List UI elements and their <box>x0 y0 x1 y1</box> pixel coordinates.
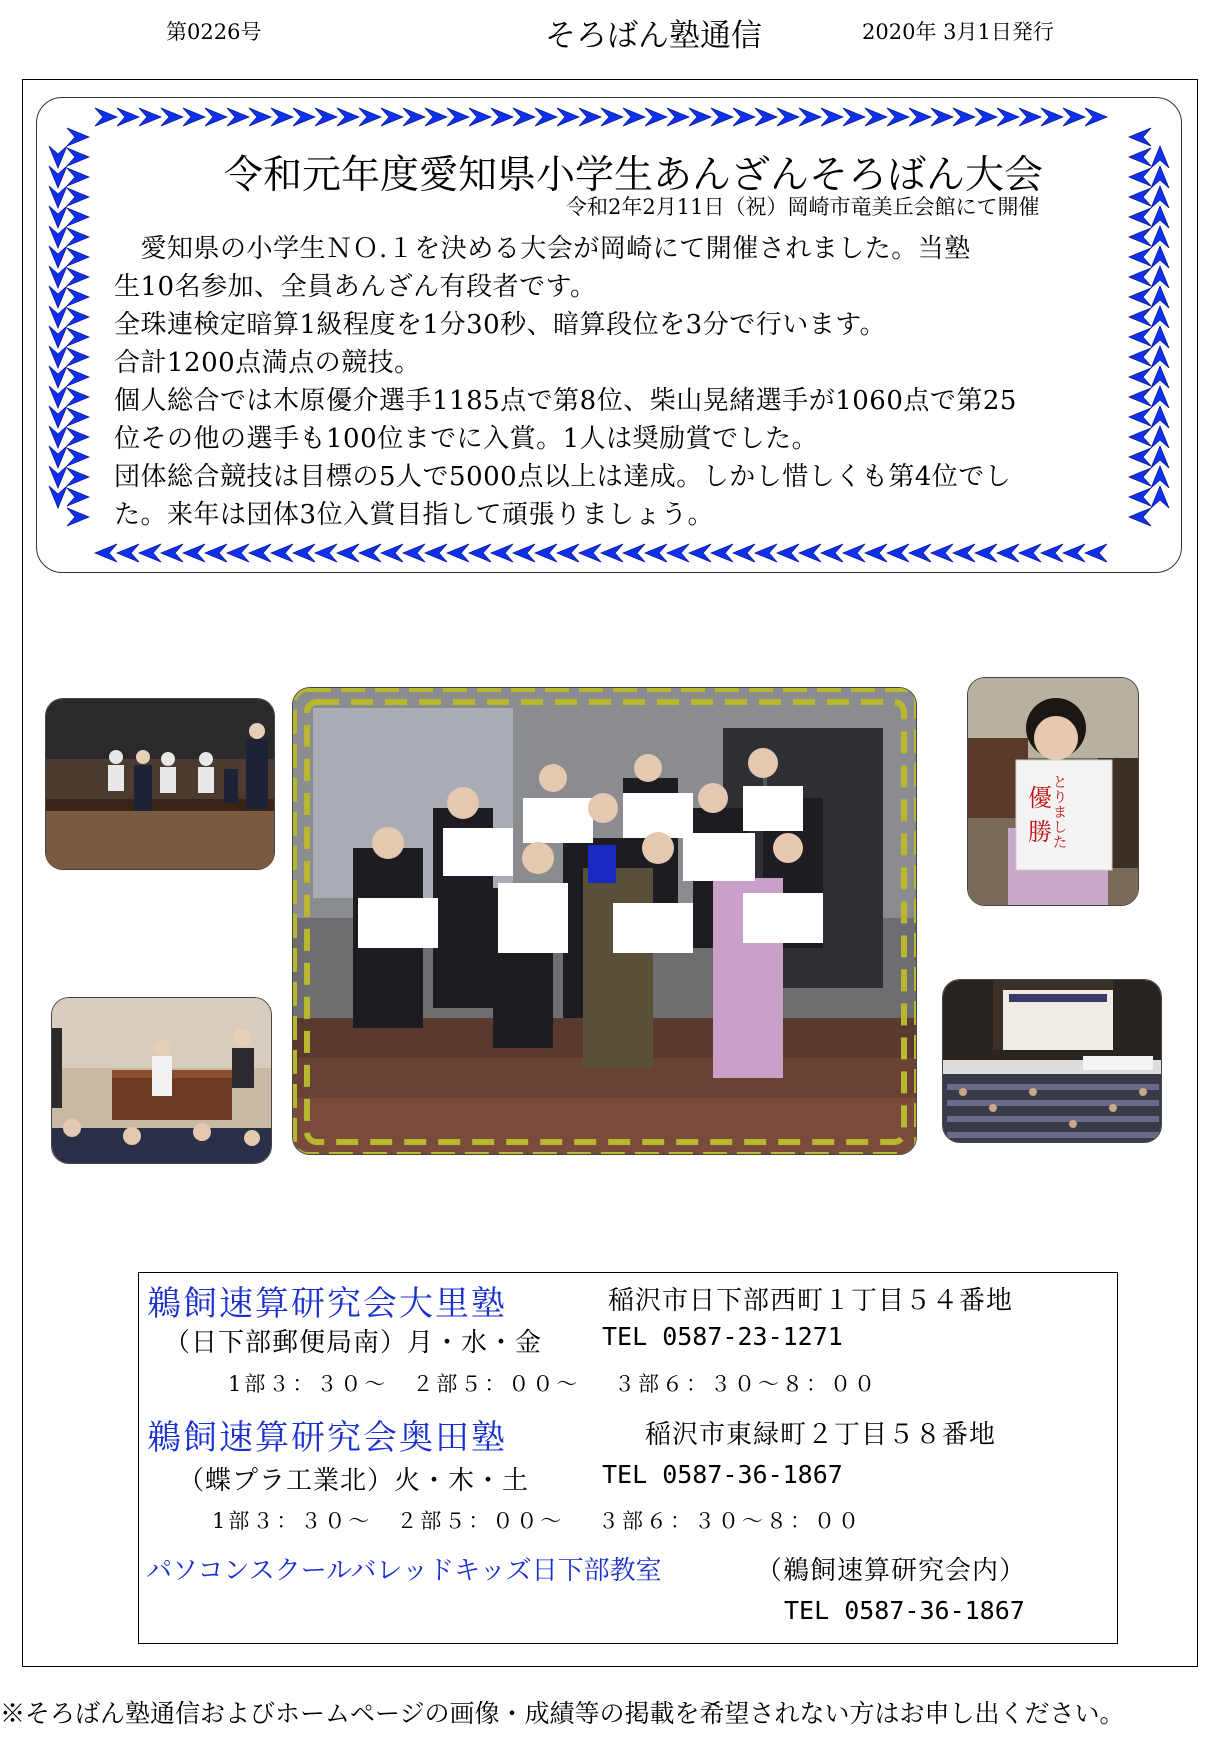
arrow-chevron <box>1129 288 1151 306</box>
arrow-chevron <box>67 448 89 466</box>
arrow-chevron <box>601 544 623 562</box>
school-schedule-osato: 1部３：３０～ ２部５：００～ ３部６：３０～８：００ <box>228 1372 879 1396</box>
arrow-chevron <box>1151 146 1169 168</box>
arrow-chevron <box>337 108 359 126</box>
arrow-chevron <box>469 544 491 562</box>
arrow-chevron <box>227 544 249 562</box>
arrow-chevron <box>557 544 579 562</box>
arrow-chevron <box>425 544 447 562</box>
arrow-chevron <box>689 108 711 126</box>
arrow-chevron <box>49 426 67 448</box>
arrow-chevron <box>49 346 67 368</box>
arrow-chevron <box>183 544 205 562</box>
arrow-chevron <box>1129 408 1151 426</box>
arrow-chevron <box>1019 544 1041 562</box>
arrow-chevron <box>1151 406 1169 428</box>
arrow-chevron <box>67 288 89 306</box>
pc-school-name: パソコンスクールバレッドキッズ日下部教室 <box>146 1556 662 1586</box>
arrow-chevron <box>1129 448 1151 466</box>
arrow-chevron <box>711 544 733 562</box>
arrow-chevron <box>117 544 139 562</box>
arrow-chevron <box>49 166 67 188</box>
arrow-chevron <box>1151 326 1169 348</box>
arrow-chevron <box>359 108 381 126</box>
arrow-chevron <box>953 544 975 562</box>
arrow-chevron <box>645 544 667 562</box>
arrow-chevron <box>67 468 89 486</box>
arrow-chevron <box>1129 168 1151 186</box>
arrow-chevron <box>1019 108 1041 126</box>
announcement-line: 団体総合競技は目標の5人で5000点以上は達成。しかし惜しくも第4位でし <box>114 462 1012 492</box>
arrow-chevron <box>1129 488 1151 506</box>
arrow-chevron <box>1129 328 1151 346</box>
arrow-chevron <box>1151 306 1169 328</box>
arrow-chevron <box>49 486 67 508</box>
photo-award-ceremony <box>51 997 272 1164</box>
arrow-chevron <box>1041 544 1063 562</box>
arrow-chevron <box>1129 508 1151 526</box>
arrow-chevron <box>271 544 293 562</box>
sign-text-small: とりました <box>1053 775 1067 851</box>
arrow-chevron <box>513 108 535 126</box>
arrow-chevron <box>689 544 711 562</box>
arrow-chevron <box>49 326 67 348</box>
arrow-chevron <box>1151 426 1169 448</box>
arrow-chevron <box>1151 266 1169 288</box>
announcement-line: 生10名参加、全員あんざん有段者です。 <box>114 272 597 302</box>
arrow-chevron <box>997 108 1019 126</box>
arrow-chevron <box>799 544 821 562</box>
arrow-chevron <box>49 286 67 308</box>
announcement-line: 個人総合では木原優介選手1185点で第8位、柴山晃緒選手が1060点で第25 <box>114 386 1017 416</box>
arrow-chevron <box>293 108 315 126</box>
arrow-chevron <box>67 248 89 266</box>
arrow-chevron <box>667 544 689 562</box>
arrow-chevron <box>67 188 89 206</box>
pc-school-note: （鵜飼速算研究会内） <box>756 1556 1027 1586</box>
arrow-chevron <box>1063 544 1085 562</box>
arrow-chevron <box>447 108 469 126</box>
arrow-chevron <box>49 306 67 328</box>
pc-school-tel: TEL 0587-36-1867 <box>784 1596 1025 1625</box>
arrow-chevron <box>1151 226 1169 248</box>
arrow-chevron <box>777 544 799 562</box>
arrow-chevron <box>67 128 89 146</box>
arrow-chevron <box>67 268 89 286</box>
arrow-chevron <box>425 108 447 126</box>
arrow-chevron <box>1151 246 1169 268</box>
arrow-chevron <box>49 386 67 408</box>
arrow-chevron <box>997 544 1019 562</box>
arrow-chevron <box>1129 268 1151 286</box>
school-tel-okuda: TEL 0587-36-1867 <box>602 1460 843 1489</box>
arrow-chevron <box>1151 286 1169 308</box>
arrow-chevron <box>67 308 89 326</box>
arrow-chevron <box>67 368 89 386</box>
arrow-chevron <box>49 466 67 488</box>
arrow-chevron <box>733 108 755 126</box>
arrow-chevron <box>67 408 89 426</box>
arrow-chevron <box>1129 348 1151 366</box>
arrow-chevron <box>49 266 67 288</box>
arrow-chevron <box>1151 466 1169 488</box>
newsletter-title: そろばん塾通信 <box>545 18 762 54</box>
school-schedule-okuda: 1部３：３０～ ２部５：００～ ３部６：３０～８：００ <box>212 1509 863 1533</box>
arrow-chevron <box>67 208 89 226</box>
arrow-chevron <box>293 544 315 562</box>
footnote: ※そろばん塾通信およびホームページの画像・成績等の掲載を希望されない方はお申し出ください。 <box>0 1699 1125 1728</box>
arrow-chevron <box>1129 228 1151 246</box>
school-name-osato: 鵜飼速算研究会大里塾 <box>147 1284 507 1324</box>
arrow-chevron <box>161 108 183 126</box>
arrow-chevron <box>67 348 89 366</box>
arrow-chevron <box>491 108 513 126</box>
arrow-chevron <box>1129 248 1151 266</box>
photo-competition-hall <box>942 979 1162 1143</box>
arrow-chevron <box>1085 544 1107 562</box>
arrow-chevron <box>799 108 821 126</box>
arrow-chevron <box>1085 108 1107 126</box>
arrow-chevron <box>865 108 887 126</box>
arrow-chevron <box>315 108 337 126</box>
arrow-chevron <box>975 544 997 562</box>
announcement-line: 全珠連検定暗算1級程度を1分30秒、暗算段位を3分で行います。 <box>114 310 887 340</box>
arrow-chevron <box>909 544 931 562</box>
arrow-chevron <box>1151 386 1169 408</box>
arrow-chevron <box>67 148 89 166</box>
arrow-chevron <box>1129 208 1151 226</box>
photo-stage-contestants <box>45 698 275 870</box>
arrow-chevron <box>733 544 755 562</box>
arrow-chevron <box>491 544 513 562</box>
arrow-chevron <box>447 544 469 562</box>
arrow-chevron <box>953 108 975 126</box>
arrow-chevron <box>67 328 89 346</box>
arrow-chevron <box>1151 486 1169 508</box>
arrow-chevron <box>1151 166 1169 188</box>
issue-number: 第0226号 <box>166 20 262 44</box>
arrow-chevron <box>403 108 425 126</box>
arrow-chevron <box>183 108 205 126</box>
arrow-chevron <box>1063 108 1085 126</box>
publish-date: 2020年 3月1日発行 <box>862 20 1054 44</box>
school-location-days-okuda: （蝶プラ工業北）火・木・土 <box>178 1466 530 1496</box>
arrow-chevron <box>1129 148 1151 166</box>
arrow-chevron <box>67 428 89 446</box>
arrow-chevron <box>227 108 249 126</box>
arrow-chevron <box>975 108 997 126</box>
arrow-chevron <box>381 544 403 562</box>
arrow-chevron <box>1129 428 1151 446</box>
sign-text-victory-1: 優 <box>1028 784 1052 812</box>
arrow-chevron <box>469 108 491 126</box>
arrow-chevron <box>49 246 67 268</box>
arrow-chevron <box>667 108 689 126</box>
arrow-chevron <box>271 108 293 126</box>
arrow-chevron <box>381 108 403 126</box>
arrow-chevron <box>909 108 931 126</box>
arrow-chevron <box>161 544 183 562</box>
arrow-chevron <box>359 544 381 562</box>
arrow-chevron <box>1151 346 1169 368</box>
arrow-chevron <box>49 206 67 228</box>
arrow-chevron <box>755 108 777 126</box>
arrow-chevron <box>1129 188 1151 206</box>
arrow-chevron <box>205 108 227 126</box>
arrow-chevron <box>1129 308 1151 326</box>
arrow-chevron <box>49 366 67 388</box>
arrow-chevron <box>49 186 67 208</box>
arrow-chevron <box>117 108 139 126</box>
arrow-chevron <box>67 488 89 506</box>
sign-text-victory-2: 勝 <box>1028 818 1052 846</box>
arrow-chevron <box>645 108 667 126</box>
arrow-chevron <box>95 544 117 562</box>
school-address-osato: 稲沢市日下部西町１丁目５４番地 <box>608 1286 1014 1316</box>
arrow-chevron <box>337 544 359 562</box>
school-tel-osato: TEL 0587-23-1271 <box>602 1322 843 1351</box>
photo-group-certificates <box>292 687 917 1155</box>
arrow-chevron <box>139 544 161 562</box>
school-address-okuda: 稲沢市東緑町２丁目５８番地 <box>645 1420 997 1450</box>
arrow-chevron <box>1129 468 1151 486</box>
arrow-chevron <box>67 388 89 406</box>
arrow-chevron <box>887 544 909 562</box>
arrow-chevron <box>249 108 271 126</box>
arrow-chevron <box>67 508 89 526</box>
arrow-chevron <box>535 108 557 126</box>
arrow-chevron <box>49 406 67 428</box>
school-name-okuda: 鵜飼速算研究会奥田塾 <box>147 1418 507 1458</box>
arrow-chevron <box>843 544 865 562</box>
arrow-chevron <box>865 544 887 562</box>
arrow-chevron <box>1129 128 1151 146</box>
arrow-chevron <box>513 544 535 562</box>
arrow-chevron <box>755 544 777 562</box>
arrow-chevron <box>777 108 799 126</box>
announcement-line: た。来年は団体3位入賞目指して頑張りましょう。 <box>114 500 715 530</box>
announcement-subtitle: 令和2年2月11日（祝）岡崎市竜美丘会館にて開催 <box>566 195 1040 219</box>
arrow-chevron <box>843 108 865 126</box>
arrow-chevron <box>1151 366 1169 388</box>
arrow-chevron <box>579 544 601 562</box>
arrow-chevron <box>601 108 623 126</box>
arrow-chevron <box>67 168 89 186</box>
school-location-days-osato: （日下部郵便局南）月・水・金 <box>164 1328 543 1358</box>
announcement-title: 令和元年度愛知県小学生あんざんそろばん大会 <box>224 153 1044 198</box>
arrow-chevron <box>49 446 67 468</box>
arrow-chevron <box>623 544 645 562</box>
arrow-chevron <box>579 108 601 126</box>
arrow-chevron <box>821 544 843 562</box>
arrow-chevron <box>315 544 337 562</box>
arrow-chevron <box>403 544 425 562</box>
arrow-chevron <box>1151 446 1169 468</box>
arrow-chevron <box>67 228 89 246</box>
arrow-chevron <box>1129 388 1151 406</box>
arrow-chevron <box>49 146 67 168</box>
announcement-line: 位その他の選手も100位までに入賞。1人は奨励賞でした。 <box>114 424 819 454</box>
arrow-chevron <box>1129 368 1151 386</box>
announcement-line: 愛知県の小学生ＮＯ.１を決める大会が岡崎にて開催されました。当塾 <box>114 234 971 264</box>
arrow-chevron <box>821 108 843 126</box>
arrow-chevron <box>249 544 271 562</box>
arrow-chevron <box>557 108 579 126</box>
arrow-chevron <box>931 108 953 126</box>
arrow-chevron <box>623 108 645 126</box>
arrow-chevron <box>1151 186 1169 208</box>
arrow-chevron <box>887 108 909 126</box>
announcement-line: 合計1200点満点の競技。 <box>114 348 421 378</box>
arrow-chevron <box>711 108 733 126</box>
arrow-chevron <box>205 544 227 562</box>
arrow-chevron <box>1151 206 1169 228</box>
arrow-chevron <box>931 544 953 562</box>
arrow-chevron <box>95 108 117 126</box>
arrow-chevron <box>49 226 67 248</box>
arrow-chevron <box>535 544 557 562</box>
arrow-chevron <box>139 108 161 126</box>
arrow-chevron <box>1041 108 1063 126</box>
